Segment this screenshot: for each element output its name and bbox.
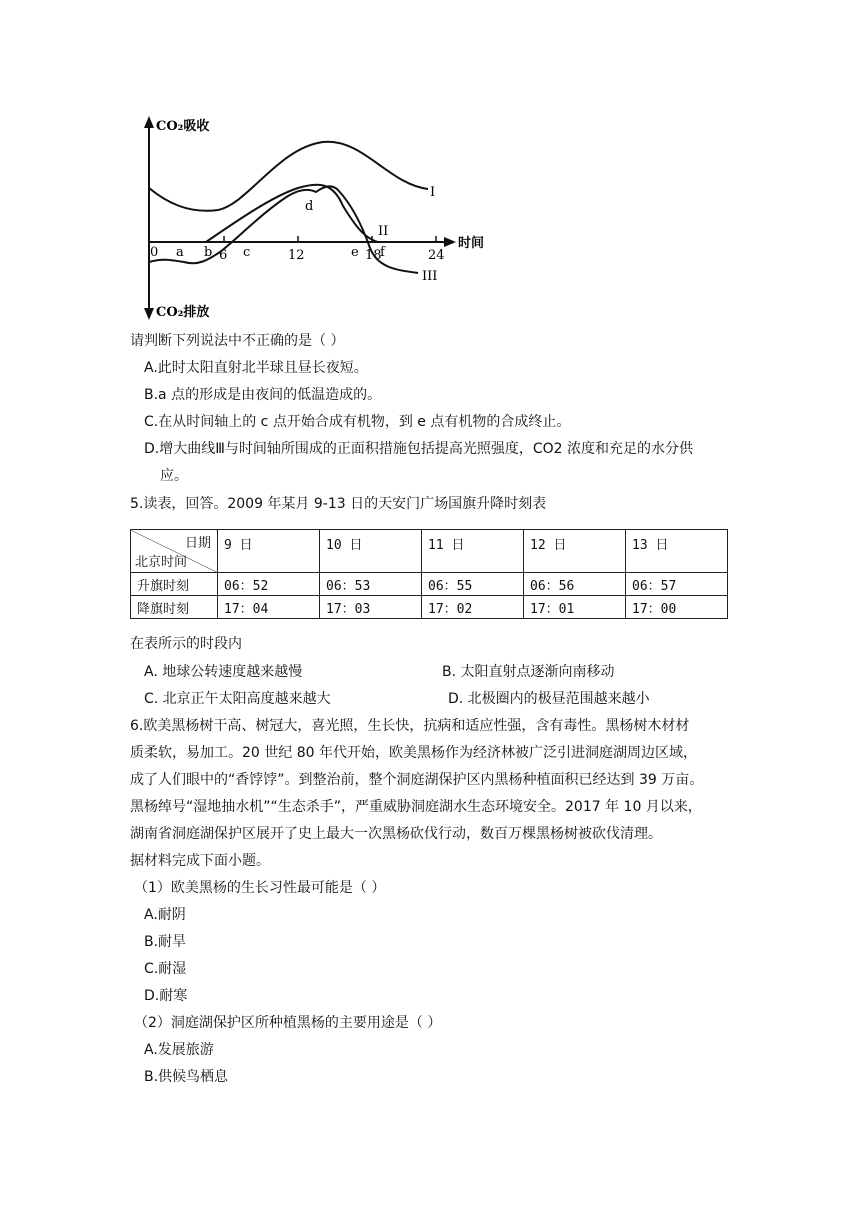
x-label: 时间 — [458, 236, 485, 251]
table-row-raise — [131, 573, 728, 596]
table-cell: 17：02 — [422, 596, 524, 619]
q4-option-d-cont: 应。 — [160, 468, 188, 484]
q4-stem: 请判断下列说法中不正确的是（ ） — [130, 333, 345, 349]
tick-label-0: 0 — [150, 245, 159, 260]
q6-sub1-option-c: C.耐湿 — [144, 961, 187, 977]
table-cell: 17：04 — [218, 596, 320, 619]
q6-sub2-option-a: A.发展旅游 — [144, 1042, 214, 1058]
table-cell: 06：55 — [422, 573, 524, 596]
tick-label-12: 12 — [288, 248, 305, 263]
table-cell: 06：56 — [524, 573, 626, 596]
q6-line-3: 成了人们眼中的“香饽饽”。到整治前，整个洞庭湖保护区内黑杨种植面积已经达到 39 万亩。 — [130, 772, 704, 788]
corner-time-label: 北京时间 — [135, 555, 188, 570]
q4-option-c: C.在从时间轴上的 c 点开始合成有机物，到 e 点有机物的合成终止。 — [144, 414, 571, 430]
table-cell: 06：57 — [626, 573, 728, 596]
q6-sub1-option-b: B.耐旱 — [144, 934, 187, 950]
q6-line-1: 6.欧美黑杨树干高、树冠大，喜光照，生长快，抗病和适应性强，含有毒性。黑杨树木材材 — [130, 718, 690, 734]
curve-label-iii: III — [422, 269, 438, 284]
corner-date-label: 日期 — [184, 536, 211, 551]
point-c: c — [243, 245, 251, 260]
day-header: 12 日 — [524, 530, 626, 573]
curve-label-i: I — [430, 185, 436, 200]
tick-label-24: 24 — [428, 248, 445, 263]
day-header: 13 日 — [626, 530, 728, 573]
axis-arrow-up — [144, 116, 154, 128]
tick-label-6: 6 — [219, 248, 228, 263]
table-cell: 06：53 — [320, 573, 422, 596]
q6-sub1-stem: （1）欧美黑杨的生长习性最可能是（ ） — [134, 880, 386, 896]
q5-prompt: 在表所示的时段内 — [130, 636, 242, 652]
curve-label-ii: II — [378, 224, 389, 239]
y-down-label: CO₂排放 — [156, 305, 210, 320]
q6-line-4: 黑杨绰号“湿地抽水机”“生态杀手”，严重威胁洞庭湖水生态环境安全。2017 年 10 月以来， — [130, 799, 702, 815]
day-header: 9 日 — [218, 530, 320, 573]
table-cell: 17：01 — [524, 596, 626, 619]
q5-option-b: B. 太阳直射点逐渐向南移动 — [442, 664, 615, 680]
q6-line-5: 湖南省洞庭湖保护区展开了史上最大一次黑杨砍伐行动，数百万棵黑杨树被砍伐清理。 — [130, 826, 662, 842]
axis-arrow-down — [144, 308, 154, 320]
day-header: 11 日 — [422, 530, 524, 573]
q6-line-2: 质柔软，易加工。20 世纪 80 年代开始，欧美黑杨作为经济林被广泛引进洞庭湖周边区域， — [130, 745, 697, 761]
table-cell: 06：52 — [218, 573, 320, 596]
q5-stem: 5.读表，回答。2009 年某月 9-13 日的天安门广场国旗升降时刻表 — [130, 496, 547, 512]
y-up-label: CO₂吸收 — [156, 119, 210, 134]
table-corner-cell — [131, 530, 218, 573]
table-header-row — [131, 530, 728, 573]
table-row-lower — [131, 596, 728, 619]
flag-schedule-table — [130, 529, 728, 619]
table-cell: 17：03 — [320, 596, 422, 619]
table-cell: 17：00 — [626, 596, 728, 619]
co2-curves-svg — [138, 110, 498, 325]
q6-instruction: 据材料完成下面小题。 — [130, 853, 270, 869]
q6-sub2-stem: （2）洞庭湖保护区所种植黑杨的主要用途是（ ） — [134, 1015, 442, 1031]
point-e: e — [351, 245, 359, 260]
q6-sub2-option-b: B.供候鸟栖息 — [144, 1069, 229, 1085]
q4-option-a: A.此时太阳直射北半球且昼长夜短。 — [144, 360, 368, 376]
q4-option-d: D.增大曲线Ⅲ与时间轴所围成的正面积措施包括提高光照强度，CO2 浓度和充足的水分供 — [144, 441, 694, 457]
day-header: 10 日 — [320, 530, 422, 573]
point-d: d — [305, 199, 314, 214]
co2-diagram — [138, 110, 498, 325]
q5-option-d: D. 北极圈内的极昼范围越来越小 — [448, 691, 650, 707]
curve-i — [149, 142, 428, 211]
q5-option-c: C. 北京正午太阳高度越来越大 — [144, 691, 331, 707]
q5-option-a: A. 地球公转速度越来越慢 — [144, 664, 303, 680]
point-b: b — [204, 245, 213, 260]
point-f: f — [380, 245, 385, 260]
tick-label-18: 18 — [365, 248, 382, 263]
q6-sub1-option-d: D.耐寒 — [144, 988, 188, 1004]
point-a: a — [176, 245, 184, 260]
q4-option-b: B.a 点的形成是由夜间的低温造成的。 — [144, 387, 382, 403]
row-label: 升旗时刻 — [131, 573, 218, 596]
row-label: 降旗时刻 — [131, 596, 218, 619]
q6-sub1-option-a: A.耐阴 — [144, 907, 186, 923]
axis-arrow-right — [444, 237, 456, 247]
